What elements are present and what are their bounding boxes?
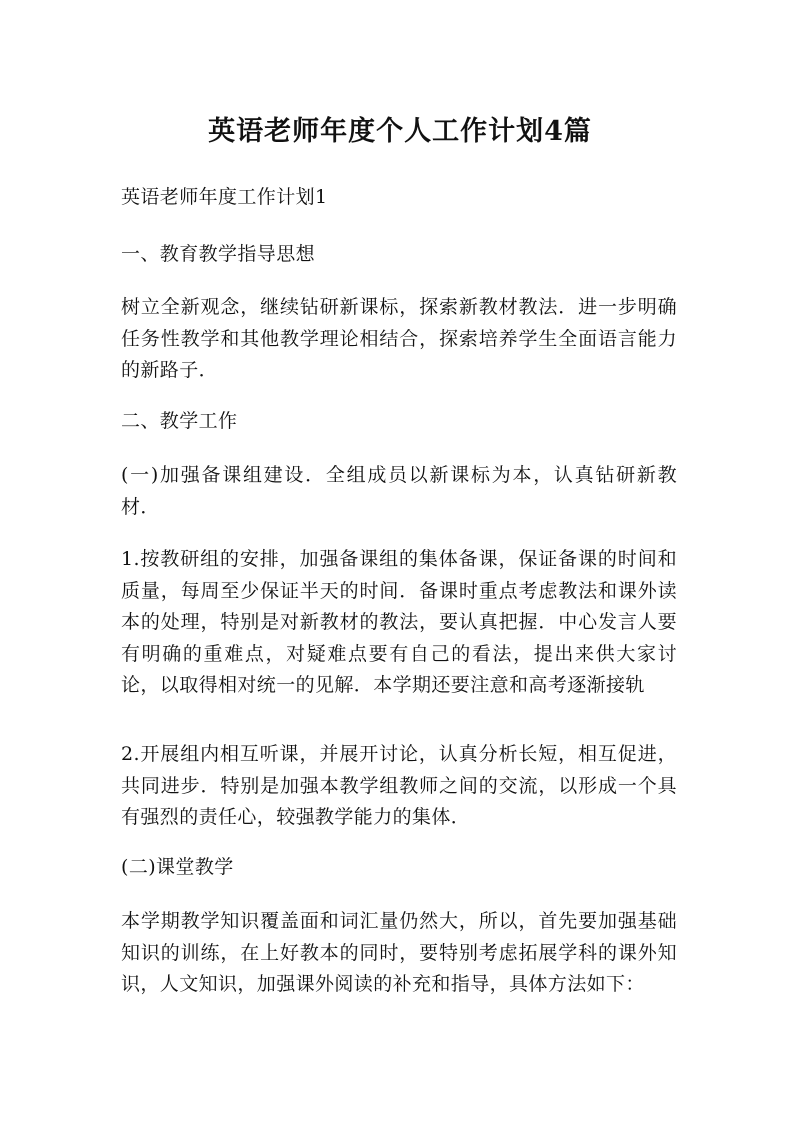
subsection-heading-classroom: (二)课堂教学 [121, 856, 234, 878]
section-heading-teaching-work: 二、教学工作 [121, 410, 238, 432]
list-item-1-paragraph: 1.按教研组的安排，加强备课组的集体备课，保证备课的时间和质量，每周至少保证半天的时间．备课时重点考虑教法和课外读本的处理，特别是对新教材的教法，要认真把握．中心发言人要有明确的重难点，对疑难点要有自己的看法，提出来供大家讨论，以取得相对统一的见解．本学期还要注意和高考逐渐接轨 [121, 548, 677, 696]
section-paragraph-guiding-thought: 树立全新观念，继续钻研新课标，探索新教材教法．进一步明确任务性教学和其他教学理论相结合，探索培养学生全面语言能力的新路子． [121, 296, 677, 381]
plan-subtitle: 英语老师年度工作计划1 [121, 186, 328, 208]
subsection-heading-lesson-prep: (一)加强备课组建设．全组成员以新课标为本，认真钻研新教材． [121, 464, 677, 518]
section-heading-guiding-thought: 一、教育教学指导思想 [121, 243, 316, 265]
list-item-2-paragraph: 2.开展组内相互听课，并展开讨论，认真分析长短，相互促进，共同进步．特别是加强本教学组教师之间的交流，以形成一个具有强烈的责任心，较强教学能力的集体． [121, 743, 677, 828]
classroom-paragraph: 本学期教学知识覆盖面和词汇量仍然大，所以，首先要加强基础知识的训练，在上好教本的同时，要特别考虑拓展学科的课外知识，人文知识，加强课外阅读的补充和指导，具体方法如下： [121, 910, 677, 995]
document-title: 英语老师年度个人工作计划4篇 [208, 116, 592, 147]
